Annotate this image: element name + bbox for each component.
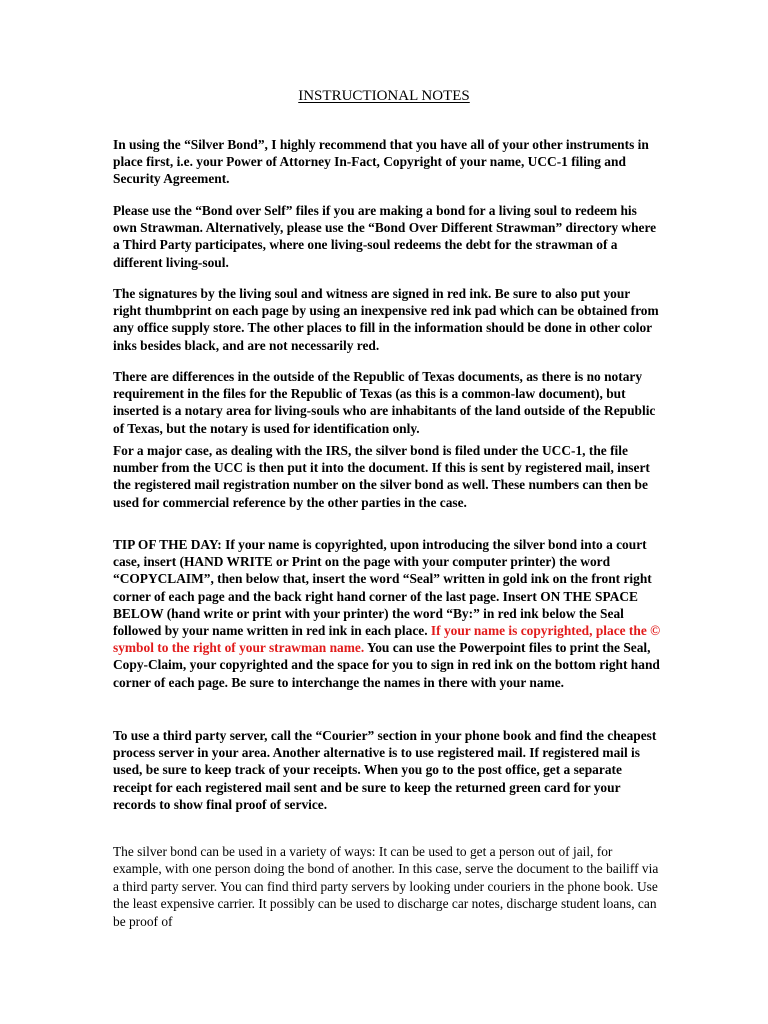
tip-text-after: You can use the Powerpoint files to print the Seal, Copy-Claim, your copyrighted and the space for you to sign in red ink on the bottom right hand corner of each page. Be sure to interchange the names in there with your name. xyxy=(113,640,660,690)
tip-text-red-highlight: If your name is copyrighted, place the © symbol to the right of your strawman name. xyxy=(113,623,661,656)
document-title: INSTRUCTIONAL NOTES xyxy=(298,88,470,104)
paragraph-third-party-server: To use a third party server, call the “Courier” section in your phone book and find the cheapest process server in your area. Another alternative is to use registered mail. If registered mail is used, be sure to keep track of your receipts. When you go to the post office, get a separate receipt for each registered mail sent and be sure to keep the returned green card for your records to show final proof of service. xyxy=(113,728,657,812)
paragraph-bond-over-self: Please use the “Bond over Self” files if you are making a bond for a living soul to redeem his own Strawman. Alternatively, please use the “Bond Over Different Strawman” directory where a Third Party participates, where one living-soul redeems the debt for the strawman of a different living-soul. xyxy=(113,203,657,270)
paragraph-major-case-irs: For a major case, as dealing with the IRS, the silver bond is filed under the UCC-1, the file number from the UCC is then put it into the document. If this is sent by registered mail, insert the registered mail registration number on the silver bond as well. These numbers can then be used for commercial reference by the other parties in the case. xyxy=(113,443,650,510)
tip-text-before: TIP OF THE DAY: If your name is copyrighted, upon introducing the silver bond into a court case, insert (HAND WRITE or Print on the page with your computer printer) the word “COPYCLAIM”, then below that, insert the word “Seal” written in gold ink on the front right corner of each page and the back right hand corner of the last page. Insert ON THE SPACE BELOW (hand write or print with your printer) the word “By:” in red ink below the Seal followed by your name written in red ink in each place. xyxy=(113,537,652,639)
paragraph-silver-bond-intro: In using the “Silver Bond”, I highly recommend that you have all of your other instruments in place first, i.e. your Power of Attorney In-Fact, Copyright of your name, UCC-1 filing and Security Agreement. xyxy=(113,137,649,187)
paragraph-republic-of-texas: There are differences in the outside of the Republic of Texas documents, as there is no notary requirement in the files for the Republic of Texas (as this is a common-law document), but inserted is a notary area for living-souls who are inhabitants of the land outside of the Republic of Texas, but the notary is used for identification only. xyxy=(113,369,656,436)
paragraph-tip-of-the-day xyxy=(113,536,661,691)
paragraph-red-ink-signatures: The signatures by the living soul and witness are signed in red ink. Be sure to also put your right thumbprint on each page by using an inexpensive red ink pad which can be obtained from any office supply store. The other places to fill in the information should be done in other color inks besides black, and are not necessarily red. xyxy=(113,286,659,353)
paragraph-silver-bond-uses: The silver bond can be used in a variety of ways: It can be used to get a person out of jail, for example, with one person doing the bond of another. In this case, serve the document to the bailiff via a third party server. You can find third party servers by looking under couriers in the phone book. Use the least expensive carrier. It possibly can be used to discharge car notes, discharge student loans, can be proof of xyxy=(113,844,659,929)
